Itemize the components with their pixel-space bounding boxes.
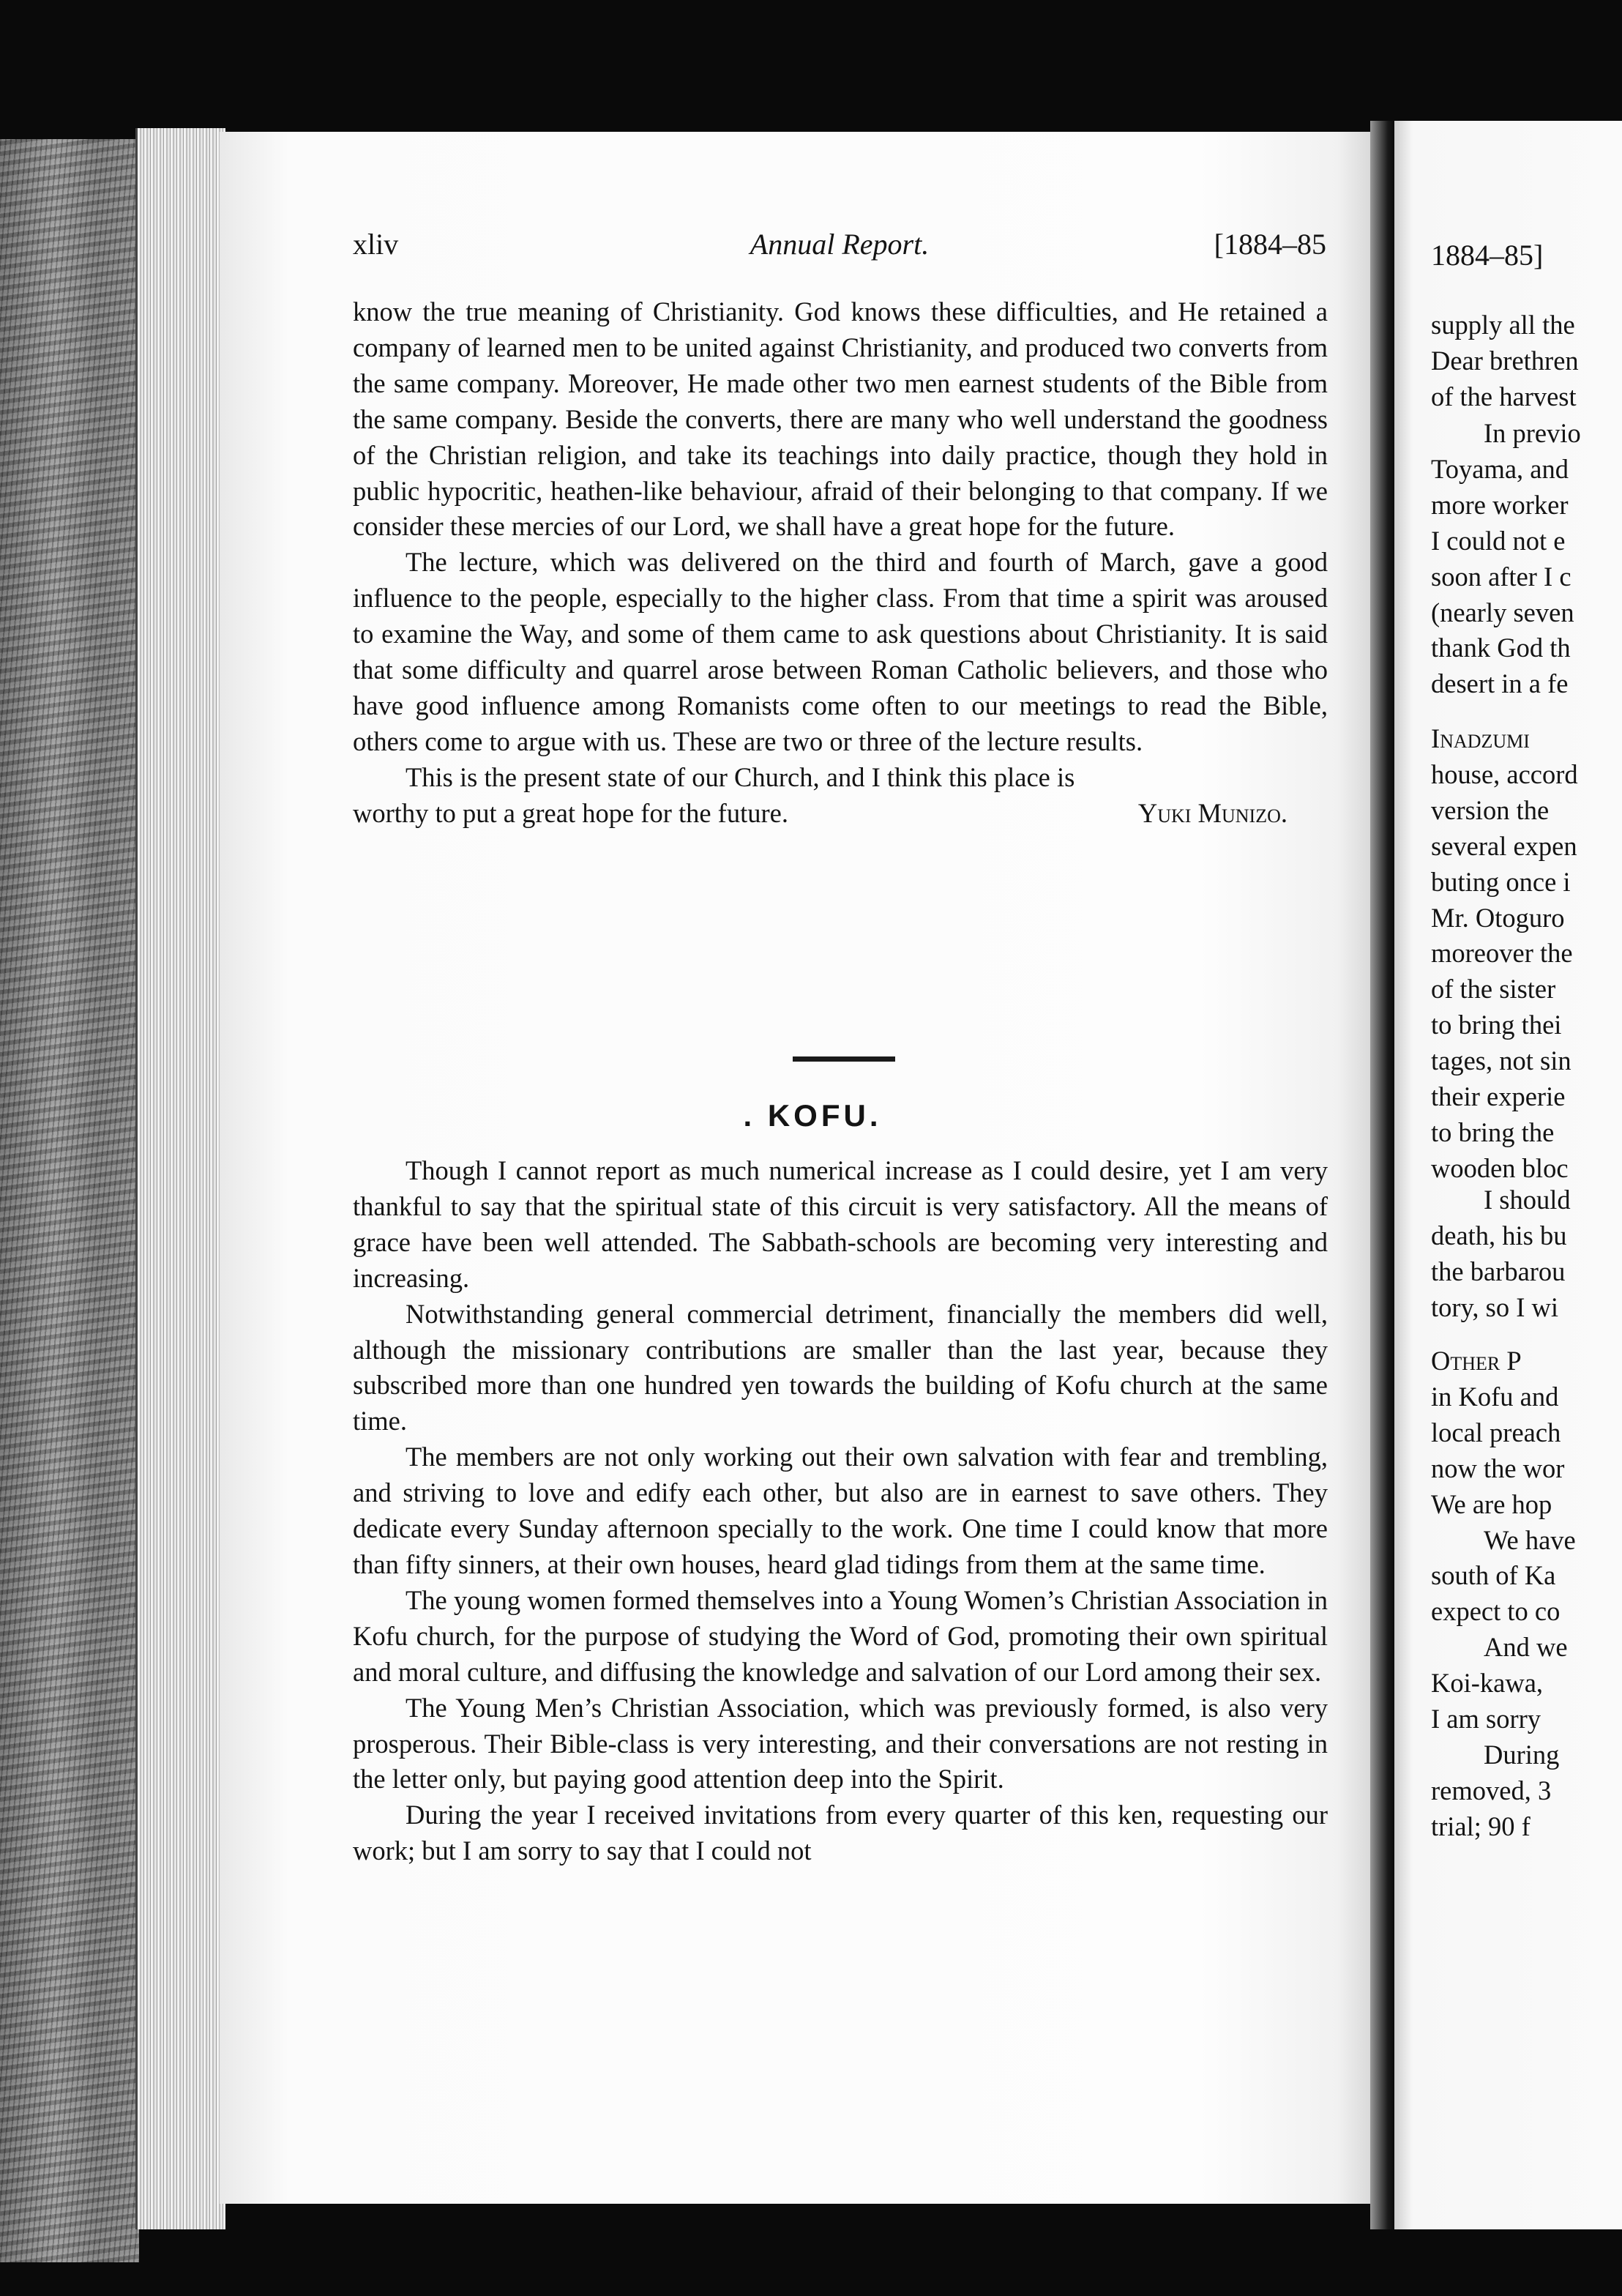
- right-page-line: I could not e: [1431, 525, 1566, 556]
- book-edge-marbling: [0, 139, 139, 2262]
- right-page-line: moreover the: [1431, 938, 1573, 969]
- right-page-line: now the wor: [1431, 1453, 1565, 1483]
- paragraph: know the true meaning of Christianity. God knows these difficulties, and He retained a company of learned men to be united against Christianity, and produced two converts from the same company. Moreover, He made other two men earnest students of the Bible from the same company. Beside the converts, there are many who well understand the goodness of the Christian religion, and take its teachings into daily practice, though they hold in public hypocritic, heathen-like behaviour, afraid of their belonging to that company. If we consider these mercies of our Lord, we shall have a great hope for the future.: [353, 297, 1328, 542]
- right-page-line: house, accord: [1431, 758, 1578, 789]
- right-page-line: (nearly seven: [1431, 597, 1574, 627]
- right-page-line: version the: [1431, 794, 1550, 825]
- signature: Yuki Munizo.: [1137, 797, 1287, 828]
- paragraph: The Young Men’s Christian Association, which was previously formed, is also very prosperous. Their Bible-class is very interesting, and their conversations are not resting in the letter only, but paying good attention deep into the Spirit.: [353, 1692, 1328, 1794]
- right-page-line: I should: [1484, 1185, 1571, 1215]
- right-page-line: thank God th: [1431, 633, 1571, 663]
- right-page-line: soon after I c: [1431, 561, 1571, 592]
- right-page-line: supply all the: [1431, 310, 1575, 340]
- right-page-line: Inadzumi: [1431, 723, 1530, 753]
- paragraph: The young women formed themselves into a Young Women’s Christian Association in Kofu church, for the purpose of studying the Word of God, promoting their own spiritual and moral culture, and diffusing the knowledge and salvation of our Lord among their sex.: [353, 1584, 1328, 1687]
- section-heading: . KOFU.: [743, 1098, 882, 1133]
- page-number: xliv: [353, 228, 399, 261]
- paragraph: This is the present state of our Church, and I think this place is: [406, 761, 1075, 792]
- right-page-block-e: [1431, 1343, 1622, 1845]
- right-page-line: Other P: [1431, 1346, 1522, 1376]
- paragraph: Notwithstanding general commercial detriment, financially the members did well, although the missionary contributions are smaller than the last year, because they subscribed more than one hundred yen towards the building of Kofu church at the same time.: [353, 1298, 1328, 1436]
- right-page-line: of the sister: [1431, 974, 1556, 1004]
- right-page-line: Mr. Otoguro: [1431, 902, 1565, 933]
- right-page-line: We are hop: [1431, 1488, 1552, 1519]
- right-page-line: And we: [1484, 1632, 1568, 1663]
- right-page-line: Koi-kawa,: [1431, 1668, 1544, 1699]
- right-page-block-a: [1431, 308, 1622, 415]
- right-page-line: wooden bloc: [1431, 1152, 1569, 1183]
- signature-line: [353, 796, 1328, 832]
- header-years: [1884–85: [1214, 228, 1326, 261]
- page-header: [353, 227, 1326, 271]
- right-page-line: several expen: [1431, 830, 1577, 861]
- right-page-block-b: [1431, 416, 1622, 702]
- right-page-line: tages, not sin: [1431, 1046, 1571, 1076]
- right-page-line: to bring the: [1431, 1117, 1555, 1147]
- right-page-line: During: [1484, 1739, 1560, 1770]
- right-page-line: desert in a fe: [1431, 668, 1569, 699]
- right-page-line: more worker: [1431, 489, 1569, 520]
- closing-line: worthy to put a great hope for the future.: [353, 797, 788, 828]
- right-page-line: the barbarou: [1431, 1256, 1566, 1286]
- running-title: Annual Report.: [750, 228, 930, 261]
- paragraph: The lecture, which was delivered on the third and fourth of March, gave a good influence to the people, especially to the higher class. From that time a spirit was aroused to examine the Way, and some of them came to ask questions about Christianity. It is said that some difficulty and quarrel arose between Roman Catholic believers, and those who have good influence among Romanists come often to our meetings to read the Bible, others come to argue with us. These are two or three of the lecture results.: [353, 547, 1328, 756]
- right-page-line: trial; 90 f: [1431, 1811, 1531, 1841]
- right-page-line: removed, 3: [1431, 1775, 1552, 1805]
- right-page-line: south of Ka: [1431, 1560, 1556, 1591]
- right-page-block-d: [1431, 1182, 1622, 1326]
- right-page-line: their experie: [1431, 1081, 1566, 1112]
- right-page-line: expect to co: [1431, 1596, 1561, 1627]
- right-page-line: of the harvest: [1431, 381, 1577, 411]
- right-page-line: in Kofu and: [1431, 1381, 1559, 1412]
- paragraph: During the year I received invitations from every quarter of this ken, requesting our work; but I am sorry to say that I could not: [353, 1800, 1328, 1866]
- top-text-block: [353, 294, 1328, 832]
- right-page-line: In previo: [1484, 418, 1581, 448]
- right-page-line: tory, so I wi: [1431, 1292, 1559, 1322]
- right-page-line: We have: [1484, 1524, 1576, 1555]
- right-page-line: local preach: [1431, 1417, 1561, 1447]
- right-page-line: Toyama, and: [1431, 453, 1569, 484]
- right-page-line: I am sorry: [1431, 1704, 1541, 1734]
- right-page-header: 1884–85]: [1431, 239, 1544, 272]
- section-divider: [793, 1056, 895, 1062]
- right-page-line: death, his bu: [1431, 1220, 1567, 1250]
- paragraph: The members are not only working out their own salvation with fear and trembling, and striving to love and edify each other, but also are in earnest to save others. They dedicate every Sunday afternoon specially to the work. One time I could know that more than fifty sinners, at their own houses, heard glad tidings from them at the same time.: [353, 1442, 1328, 1579]
- right-page-line: buting once i: [1431, 866, 1571, 897]
- page-edges: [135, 128, 225, 2229]
- kofu-text-block: [353, 1153, 1328, 1869]
- right-page-line: to bring thei: [1431, 1010, 1562, 1040]
- right-page-line: Dear brethren: [1431, 345, 1579, 376]
- right-page-block-c: [1431, 721, 1622, 1187]
- paragraph: Though I cannot report as much numerical increase as I could desire, yet I am very thankful to say that the spiritual state of this circuit is very satisfactory. All the means of grace have been well attended. The Sabbath-schools are becoming very interesting and increasing.: [353, 1155, 1328, 1293]
